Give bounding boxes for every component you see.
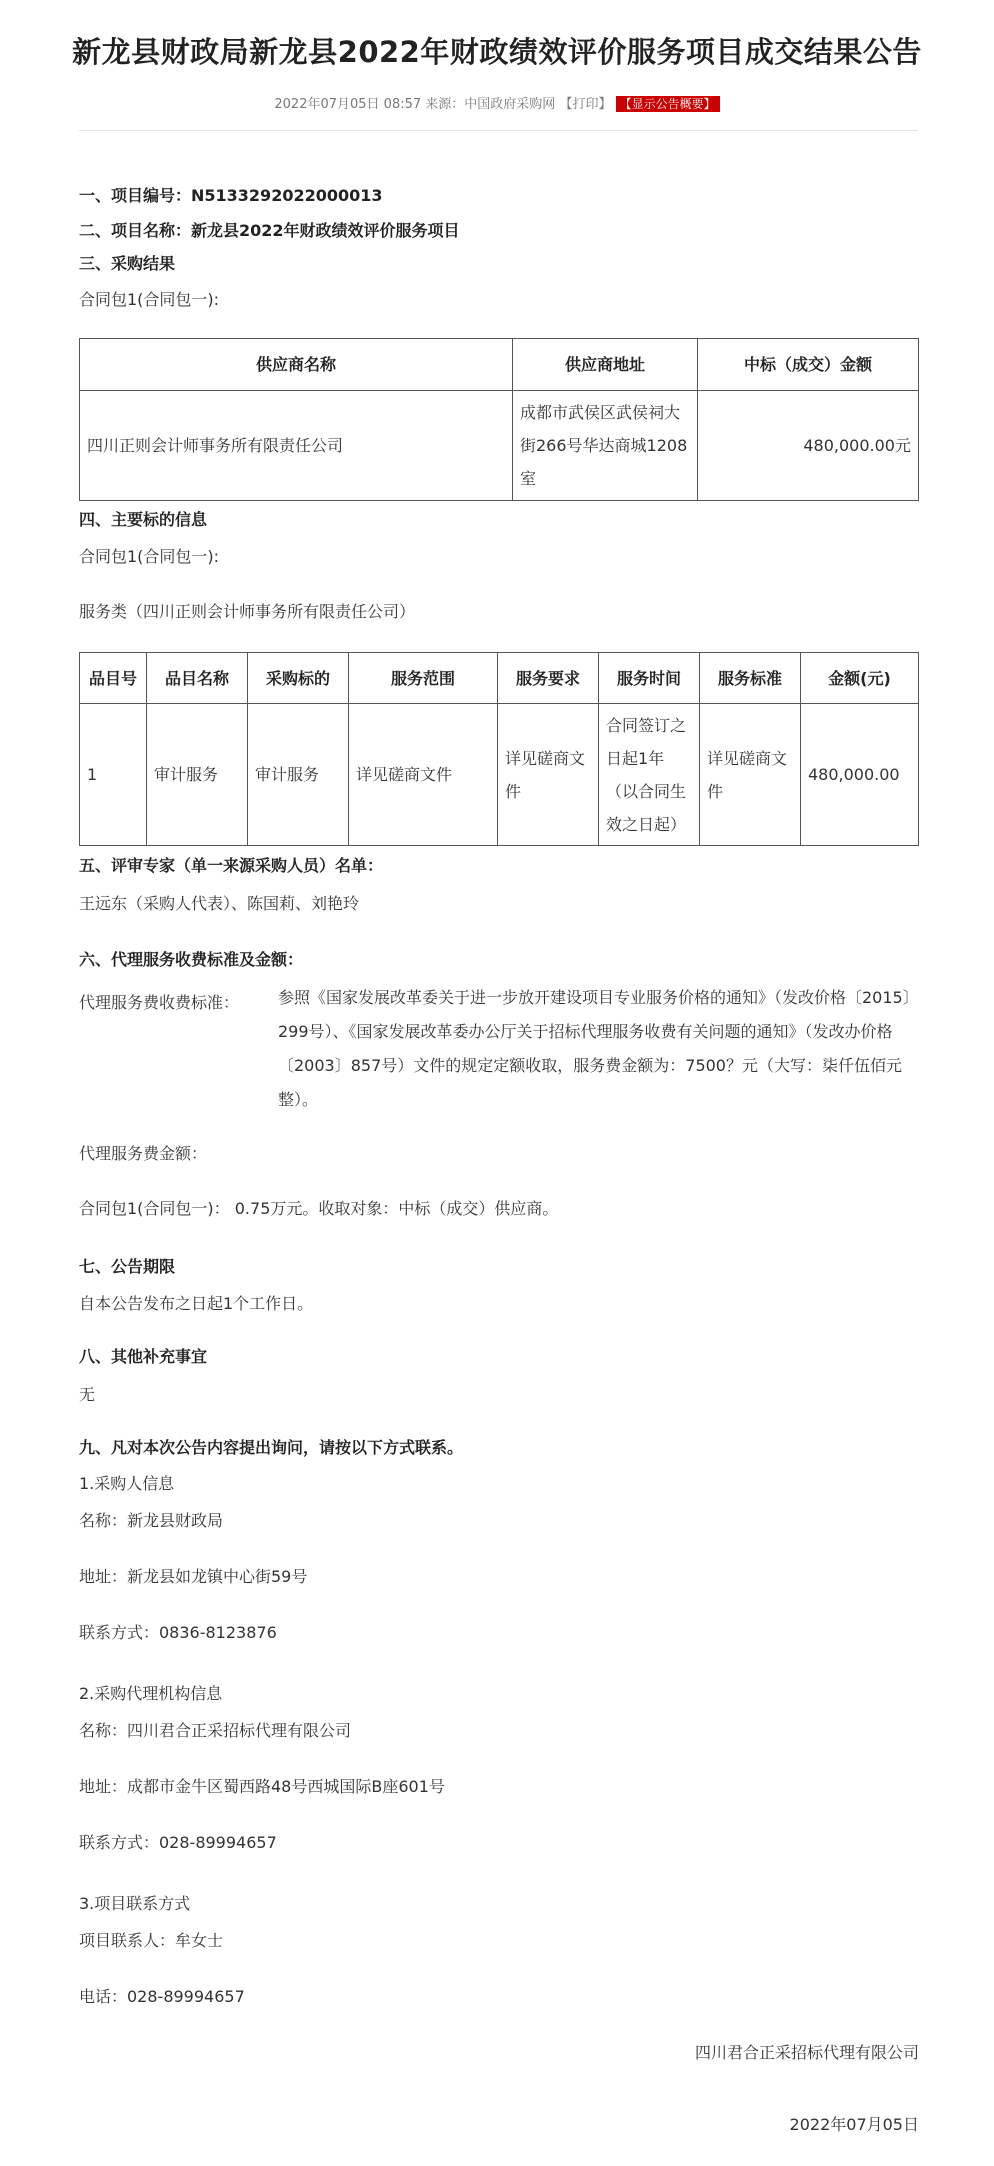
purchaser-address: 地址：新龙县如龙镇中心街59号 [79,1567,308,1586]
fee-amount-label: 代理服务费金额： [79,1144,208,1163]
notice-period-heading: 七、公告期限 [79,1257,176,1276]
col-time: 服务时间 [599,653,700,704]
item-no: 1 [80,704,147,846]
footer-company: 四川君合正采招标代理有限公司 [694,2043,919,2062]
supplier-address: 成都市武侯区武侯祠大街266号华达商城1208室 [513,391,698,501]
experts-heading: 五、评审专家（单一来源采购人员）名单： [79,856,384,875]
item-standard: 详见磋商文件 [700,704,801,846]
result-heading: 三、采购结果 [79,254,176,273]
subject-category: 服务类（四川正则会计师事务所有限责任公司） [79,602,416,621]
summary-badge-button[interactable]: 【显示公告概要】 [616,96,720,112]
purchaser-name: 名称：新龙县财政局 [79,1511,224,1530]
col-bid-amount: 中标（成交）金额 [698,339,919,391]
fee-standard-text: 参照《国家发展改革委关于进一步放开建设项目专业服务价格的通知》（发改价格〔2015〕299号）、《国家发展改革委办公厅关于招标代理服务收费有关问题的通知》（发改办价格〔2003〕857号）文件的规定定额收取，服务费金额为：7500？元（大写：柒仟伍佰元整）。 [278,988,919,1109]
source-link[interactable]: 中国政府采购网 [464,97,556,112]
source-label: 来源： [425,97,465,112]
agency-name: 名称：四川君合正采招标代理有限公司 [79,1721,352,1740]
agency-contact: 联系方式：028-89994657 [79,1833,277,1852]
col-item-name: 品目名称 [147,653,248,704]
meta-line [0,93,994,112]
col-requirement: 服务要求 [498,653,599,704]
bid-amount: 480,000.00元 [698,391,919,501]
col-supplier-address: 供应商地址 [513,339,698,391]
project-contact-person: 项目联系人：牟女士 [79,1931,224,1950]
col-supplier-name: 供应商名称 [80,339,513,391]
experts-names: 王远东（采购人代表）、陈国莉、刘艳玲 [79,894,360,913]
project-name: 二、项目名称：新龙县2022年财政绩效评价服务项目 [79,221,460,240]
item-requirement: 详见磋商文件 [498,704,599,846]
notice-period-text: 自本公告发布之日起1个工作日。 [79,1294,314,1313]
agency-title: 2.采购代理机构信息 [79,1684,223,1703]
subject-table-header [80,653,919,704]
subject-heading: 四、主要标的信息 [79,510,208,529]
col-amount: 金额(元) [801,653,919,704]
fee-standard-label: 代理服务费收费标准： [79,993,240,1012]
project-contact-phone: 电话：028-89994657 [79,1987,245,2006]
subject-table [79,652,919,846]
item-scope: 详见磋商文件 [349,704,498,846]
header-divider [79,130,918,131]
project-contact-title: 3.项目联系方式 [79,1894,191,1913]
agency-address: 地址：成都市金牛区蜀西路48号西城国际B座601号 [79,1777,445,1796]
purchaser-contact: 联系方式：0836-8123876 [79,1623,277,1642]
footer-date: 2022年07月05日 [789,2115,919,2134]
publish-datetime: 2022年07月05日 08:57 [274,97,422,112]
project-number: 一、项目编号：N5133292022000013 [79,186,383,205]
item-name: 审计服务 [147,704,248,846]
col-scope: 服务范围 [349,653,498,704]
result-table [79,338,919,501]
supplier-name: 四川正则会计师事务所有限责任公司 [80,391,513,501]
col-item-no: 品目号 [80,653,147,704]
agency-fee-heading: 六、代理服务收费标准及金额： [79,950,304,969]
item-time: 合同签订之日起1年（以合同生效之日起） [599,704,700,846]
other-matters-heading: 八、其他补充事宜 [79,1347,208,1366]
fee-amount-text: 合同包1(合同包一)： 0.75万元。收取对象：中标（成交）供应商。 [79,1199,559,1218]
page-title: 新龙县财政局新龙县2022年财政绩效评价服务项目成交结果公告 [72,35,922,69]
print-link[interactable]: 【打印】 [559,97,612,112]
item-target: 审计服务 [248,704,349,846]
purchaser-title: 1.采购人信息 [79,1474,175,1493]
other-matters-text: 无 [79,1385,96,1404]
subject-package: 合同包1(合同包一): [79,547,220,566]
table-row [80,391,919,501]
table-row [80,704,919,846]
result-package: 合同包1(合同包一): [79,290,220,309]
col-standard: 服务标准 [700,653,801,704]
result-table-header [80,339,919,391]
item-amount: 480,000.00 [801,704,919,846]
contact-heading: 九、凡对本次公告内容提出询问，请按以下方式联系。 [79,1438,464,1457]
col-target: 采购标的 [248,653,349,704]
